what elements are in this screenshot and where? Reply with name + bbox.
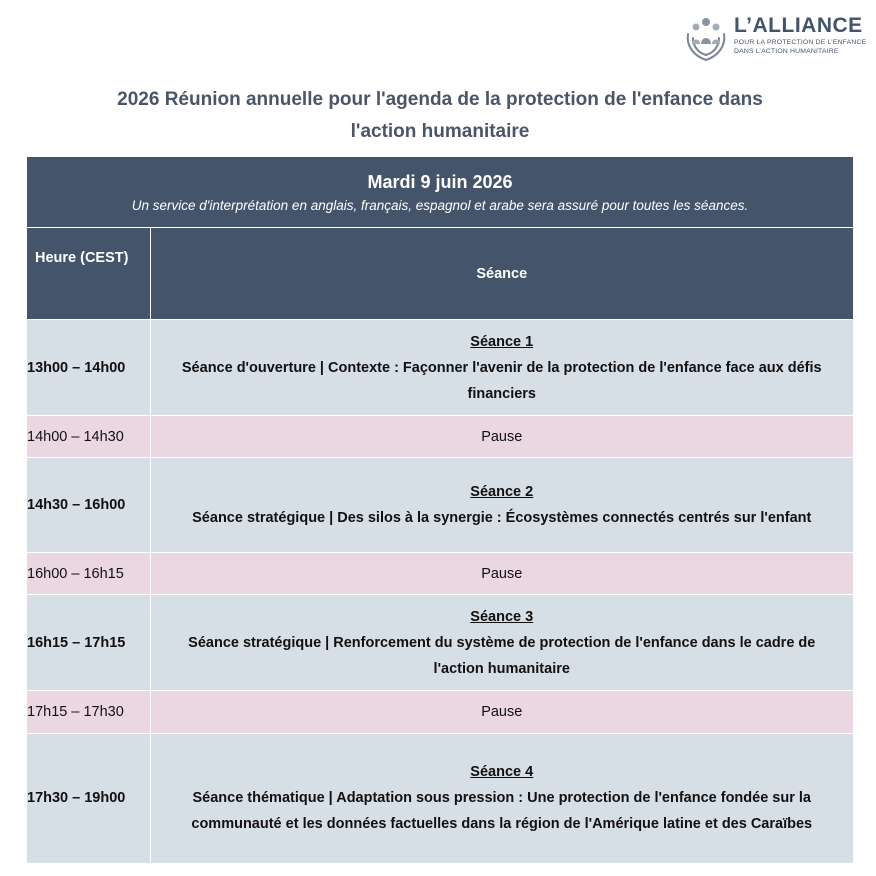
row-pause: Pause [150,553,853,595]
table-row [27,320,853,416]
session-label: Séance 4 [470,764,534,781]
session-label: Séance 2 [470,484,534,500]
row-time: 16h15 – 17h15 [27,595,150,691]
row-time: 16h00 – 16h15 [27,553,150,595]
hands-children-icon [684,14,730,64]
date-header-row [27,157,853,228]
alliance-logo [684,12,866,68]
column-header-session: Séance [150,228,853,320]
session-label: Séance 3 [470,608,534,625]
row-session [150,734,853,863]
row-session [150,320,853,416]
logo-tagline-1: POUR LA PROTECTION DE L’ENFANCE [734,39,867,46]
row-time: 17h15 – 17h30 [27,691,150,734]
session-title-line-1: Séance stratégique | Renforcement du système de protection de l'enfance dans le cadre de [188,634,816,651]
session-title-line-1: Séance thématique | Adaptation sous pression : Une protection de l'enfance fondée sur la [192,790,811,807]
title-line-2: l'action humanitaire [350,121,530,142]
page-title [60,84,820,148]
title-line-1: 2026 Réunion annuelle pour l'agenda de la protection de l'enfance dans [117,89,763,110]
session-label: Séance 1 [470,333,534,350]
table-row [27,553,853,595]
table-row [27,691,853,734]
session-title-line-1: Séance stratégique | Des silos à la synergie : Écosystèmes connectés centrés sur l'enfant [192,510,812,526]
column-header-time: Heure (CEST) [27,228,150,320]
date-title: Mardi 9 juin 2026 [367,171,513,192]
row-pause: Pause [150,416,853,458]
session-title-line-2: communauté et les données factuelles dans la région de l'Amérique latine et des Caraïbes [191,816,813,833]
logo-name: L’ALLIANCE [734,14,863,37]
interpretation-note: Un service d'interprétation en anglais, français, espagnol et arabe sera assuré pour toutes les séances. [131,197,749,213]
date-header-cell [27,157,853,228]
row-time: 17h30 – 19h00 [27,734,150,863]
session-title-line-2: financiers [467,385,536,402]
logo-tagline-2: DANS L’ACTION HUMANITAIRE [734,48,839,55]
table-row [27,734,853,863]
row-pause: Pause [150,691,853,734]
row-time: 13h00 – 14h00 [27,320,150,416]
row-time: 14h30 – 16h00 [27,458,150,553]
session-title-line-2: l'action humanitaire [433,660,570,677]
row-session [150,595,853,691]
column-header-row [27,228,853,320]
row-time: 14h00 – 14h30 [27,416,150,458]
table-row [27,595,853,691]
table-row [27,458,853,553]
row-session [150,458,853,553]
agenda-table [27,157,853,863]
session-title-line-1: Séance d'ouverture | Contexte : Façonner l'avenir de la protection de l'enfance face aux défis [181,359,822,376]
table-row [27,416,853,458]
